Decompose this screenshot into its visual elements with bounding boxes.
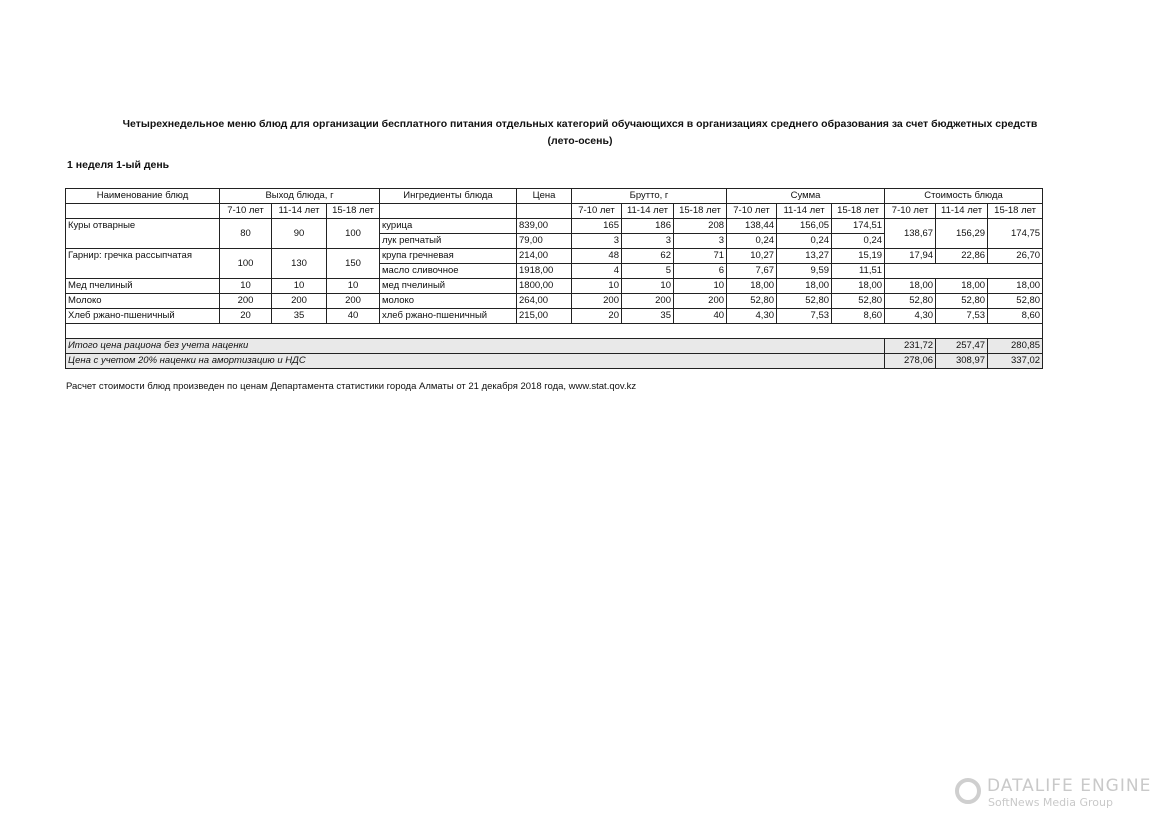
output-value: 200 <box>327 294 380 309</box>
output-value: 100 <box>220 249 272 279</box>
watermark-logo-icon <box>955 778 981 804</box>
blank-row <box>66 324 1043 339</box>
week-day-label: 1 неделя 1-ый день <box>67 159 170 171</box>
total-label: Цена с учетом 20% наценки на амортизацию и НДС <box>66 354 885 369</box>
ingredient-price: 1800,00 <box>517 279 572 294</box>
subheader-age: 11-14 лет <box>777 204 832 219</box>
sum-value: 52,80 <box>727 294 777 309</box>
output-value: 90 <box>272 219 327 249</box>
gross-value: 35 <box>622 309 674 324</box>
table-row <box>66 249 1043 264</box>
title-line-1: Четырехнедельное меню блюд для организации бесплатного питания отдельных категорий обучающихся в организациях среднего образования за счет бюджетных средств <box>122 118 1038 130</box>
output-value: 10 <box>220 279 272 294</box>
gross-value: 6 <box>674 264 727 279</box>
header-cost: Стоимость блюда <box>885 189 1043 204</box>
total-value: 257,47 <box>936 339 988 354</box>
header-gross: Брутто, г <box>572 189 727 204</box>
gross-value: 165 <box>572 219 622 234</box>
gross-value: 186 <box>622 219 674 234</box>
gross-value: 10 <box>674 279 727 294</box>
cost-value: 52,80 <box>988 294 1043 309</box>
header-output: Выход блюда, г <box>220 189 380 204</box>
total-row <box>66 354 1043 369</box>
document-title <box>60 116 1100 150</box>
cost-value: 18,00 <box>885 279 936 294</box>
header-price: Цена <box>517 189 572 204</box>
output-value: 20 <box>220 309 272 324</box>
blank-cell <box>66 324 1043 339</box>
cost-empty <box>885 264 1043 279</box>
ingredient-price: 214,00 <box>517 249 572 264</box>
total-value: 280,85 <box>988 339 1043 354</box>
sum-value: 138,44 <box>727 219 777 234</box>
footnote: Расчет стоимости блюд произведен по ценам Департамента статистики города Алматы от 21 декабря 2018 года, www.stat.qov.kz <box>66 381 637 392</box>
gross-value: 200 <box>622 294 674 309</box>
cost-value: 8,60 <box>988 309 1043 324</box>
subheader-age: 7-10 лет <box>220 204 272 219</box>
cost-value: 17,94 <box>885 249 936 264</box>
title-line-2: (лето-осень) <box>547 135 613 147</box>
subheader-age: 7-10 лет <box>885 204 936 219</box>
sum-value: 11,51 <box>832 264 885 279</box>
ingredient-name: мед пчелиный <box>380 279 517 294</box>
sum-value: 4,30 <box>727 309 777 324</box>
cost-value: 22,86 <box>936 249 988 264</box>
sum-value: 7,67 <box>727 264 777 279</box>
sum-value: 0,24 <box>727 234 777 249</box>
ingredient-name: хлеб ржано-пшеничный <box>380 309 517 324</box>
subheader-age: 15-18 лет <box>988 204 1043 219</box>
total-value: 278,06 <box>885 354 936 369</box>
total-row <box>66 339 1043 354</box>
subheader-age: 7-10 лет <box>727 204 777 219</box>
dish-name: Гарнир: гречка рассыпчатая <box>66 249 220 279</box>
gross-value: 5 <box>622 264 674 279</box>
subheader-age: 15-18 лет <box>674 204 727 219</box>
total-value: 231,72 <box>885 339 936 354</box>
sum-value: 0,24 <box>832 234 885 249</box>
sum-value: 52,80 <box>777 294 832 309</box>
ingredient-price: 1918,00 <box>517 264 572 279</box>
output-value: 40 <box>327 309 380 324</box>
ingredient-price: 839,00 <box>517 219 572 234</box>
cost-value: 174,75 <box>988 219 1043 249</box>
gross-value: 4 <box>572 264 622 279</box>
sum-value: 52,80 <box>832 294 885 309</box>
ingredient-name: лук репчатый <box>380 234 517 249</box>
gross-value: 71 <box>674 249 727 264</box>
header-sum: Сумма <box>727 189 885 204</box>
cost-value: 52,80 <box>936 294 988 309</box>
output-value: 80 <box>220 219 272 249</box>
header-row <box>66 189 1043 204</box>
output-value: 150 <box>327 249 380 279</box>
cost-value: 156,29 <box>936 219 988 249</box>
dish-name: Хлеб ржано-пшеничный <box>66 309 220 324</box>
cost-value: 18,00 <box>936 279 988 294</box>
ingredient-price: 215,00 <box>517 309 572 324</box>
cost-value: 4,30 <box>885 309 936 324</box>
output-value: 100 <box>327 219 380 249</box>
sum-value: 9,59 <box>777 264 832 279</box>
gross-value: 200 <box>674 294 727 309</box>
subheader-empty <box>380 204 517 219</box>
table-row <box>66 219 1043 234</box>
ingredient-price: 79,00 <box>517 234 572 249</box>
subheader-age: 15-18 лет <box>327 204 380 219</box>
gross-value: 10 <box>622 279 674 294</box>
sum-value: 18,00 <box>727 279 777 294</box>
total-value: 337,02 <box>988 354 1043 369</box>
subheader-empty <box>517 204 572 219</box>
ingredient-name: курица <box>380 219 517 234</box>
dish-name: Мед пчелиный <box>66 279 220 294</box>
sum-value: 0,24 <box>777 234 832 249</box>
output-value: 130 <box>272 249 327 279</box>
header-name: Наименование блюд <box>66 189 220 204</box>
table-row <box>66 309 1043 324</box>
cost-value: 26,70 <box>988 249 1043 264</box>
sum-value: 18,00 <box>777 279 832 294</box>
cost-value: 7,53 <box>936 309 988 324</box>
watermark-subtitle: SoftNews Media Group <box>988 796 1113 809</box>
gross-value: 10 <box>572 279 622 294</box>
watermark-title: DATALIFE ENGINE <box>987 776 1152 796</box>
ingredient-name: крупа гречневая <box>380 249 517 264</box>
sum-value: 15,19 <box>832 249 885 264</box>
gross-value: 62 <box>622 249 674 264</box>
dish-name: Куры отварные <box>66 219 220 249</box>
output-value: 200 <box>272 294 327 309</box>
gross-value: 48 <box>572 249 622 264</box>
gross-value: 20 <box>572 309 622 324</box>
output-value: 10 <box>327 279 380 294</box>
sum-value: 13,27 <box>777 249 832 264</box>
sum-value: 18,00 <box>832 279 885 294</box>
sum-value: 156,05 <box>777 219 832 234</box>
cost-value: 18,00 <box>988 279 1043 294</box>
output-value: 200 <box>220 294 272 309</box>
sum-value: 7,53 <box>777 309 832 324</box>
gross-value: 40 <box>674 309 727 324</box>
subheader-empty <box>66 204 220 219</box>
gross-value: 200 <box>572 294 622 309</box>
cost-value: 52,80 <box>885 294 936 309</box>
total-value: 308,97 <box>936 354 988 369</box>
subheader-row <box>66 204 1043 219</box>
total-label: Итого цена рациона без учета наценки <box>66 339 885 354</box>
gross-value: 3 <box>572 234 622 249</box>
table-row <box>66 294 1043 309</box>
cost-value: 138,67 <box>885 219 936 249</box>
subheader-age: 11-14 лет <box>936 204 988 219</box>
ingredient-name: масло сливочное <box>380 264 517 279</box>
gross-value: 208 <box>674 219 727 234</box>
header-ingredients: Ингредиенты блюда <box>380 189 517 204</box>
output-value: 35 <box>272 309 327 324</box>
ingredient-price: 264,00 <box>517 294 572 309</box>
menu-table <box>65 188 1043 369</box>
table-row <box>66 279 1043 294</box>
gross-value: 3 <box>674 234 727 249</box>
subheader-age: 11-14 лет <box>272 204 327 219</box>
dish-name: Молоко <box>66 294 220 309</box>
subheader-age: 7-10 лет <box>572 204 622 219</box>
subheader-age: 15-18 лет <box>832 204 885 219</box>
ingredient-name: молоко <box>380 294 517 309</box>
output-value: 10 <box>272 279 327 294</box>
gross-value: 3 <box>622 234 674 249</box>
sum-value: 8,60 <box>832 309 885 324</box>
sum-value: 174,51 <box>832 219 885 234</box>
sum-value: 10,27 <box>727 249 777 264</box>
subheader-age: 11-14 лет <box>622 204 674 219</box>
